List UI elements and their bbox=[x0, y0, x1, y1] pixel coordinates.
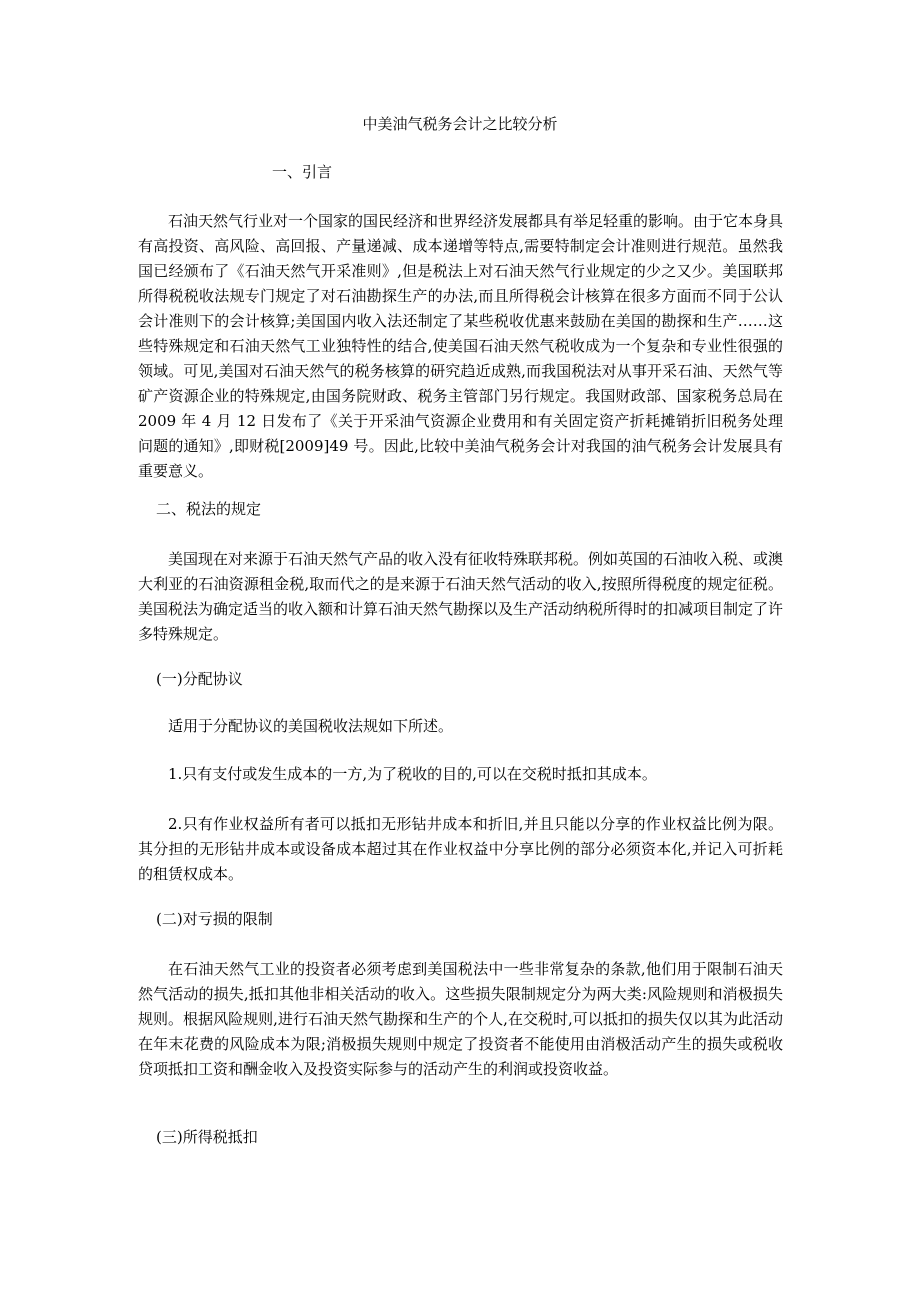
paragraph-allocation-item-1: 1.只有支付或发生成本的一方,为了税收的目的,可以在交税时抵扣其成本。 bbox=[168, 765, 657, 783]
paragraph-allocation-item-2: 2.只有作业权益所有者可以抵扣无形钻井成本和折旧,并且只能以分享的作业权益比例为限。其分担的无形钻井成本或设备成本超过其在作业权益中分享比例的部分必须资本化,并记入可折耗的租赁权成本。 bbox=[138, 815, 783, 883]
subsection-heading-income-tax-deduction: (三)所得税抵扣 bbox=[156, 1128, 258, 1146]
subsection-heading-allocation-agreement: (一)分配协议 bbox=[156, 670, 243, 688]
document-title: 中美油气税务会计之比较分析 bbox=[362, 115, 558, 133]
paragraph-tax-law: 美国现在对来源于石油天然气产品的收入没有征收特殊联邦税。例如英国的石油收入税、或澳大利亚的石油资源租金税,取而代之的是来源于石油天然气活动的收入,按照所得税度的规定征税。美国税法为确定适当的收入额和计算石油天然气勘探以及生产活动纳税所得时的扣减项目制定了许多特殊规定。 bbox=[138, 550, 784, 643]
section-heading-introduction: 一、引言 bbox=[272, 163, 333, 181]
paragraph-loss-limits: 在石油天然气工业的投资者必须考虑到美国税法中一些非常复杂的条款,他们用于限制石油天然气活动的损失,抵扣其他非相关活动的收入。这些损失限制规定分为两大类:风险规则和消极损失规则。根据风险规则,进行石油天然气勘探和生产的个人,在交税时,可以抵扣的损失仅以其为此活动在年末花费的风险成本为限;消极损失规则中规定了投资者不能使用由消极活动产生的损失或税收贷项抵扣工资和酬金收入及投资实际参与的活动产生的利润或投资收益。 bbox=[138, 960, 783, 1078]
subsection-heading-loss-limits: (二)对亏损的限制 bbox=[156, 910, 273, 928]
paragraph-introduction: 石油天然气行业对一个国家的国民经济和世界经济发展都具有举足轻重的影响。由于它本身具有高投资、高风险、高回报、产量递减、成本递增等特点,需要特制定会计准则进行规范。虽然我国已经颁布了《石油天然气开采准则》,但是税法上对石油天然气行业规定的少之又少。美国联邦所得税税收法规专门规定了对石油勘探生产的办法,而且所得税会计核算在很多方面而不同于公认会计准则下的会计核算;美国国内收入法还制定了某些税收优惠来鼓励在美国的勘探和生产……这些特殊规定和石油天然气工业独特性的结合,使美国石油天然气税收成为一个复杂和专业性很强的领域。可见,美国对石油天然气的税务核算的研究趋近成熟,而我国税法对从事开采石油、天然气等矿产资源企业的特殊规定,由国务院财政、税务主管部门另行规定。我国财政部、国家税务总局在 2009 年 4 月 12 日发布了《关于开采油气资源企业费用和有关固定资产折耗摊销折旧税务处理问题的通知》,即财税[2009]49 号。因此,比较中美油气税务会计对我国的油气税务会计发展具有重要意义。 bbox=[138, 212, 784, 480]
section-heading-tax-law: 二、税法的规定 bbox=[156, 500, 262, 518]
paragraph-allocation-intro: 适用于分配协议的美国税收法规如下所述。 bbox=[168, 717, 454, 735]
